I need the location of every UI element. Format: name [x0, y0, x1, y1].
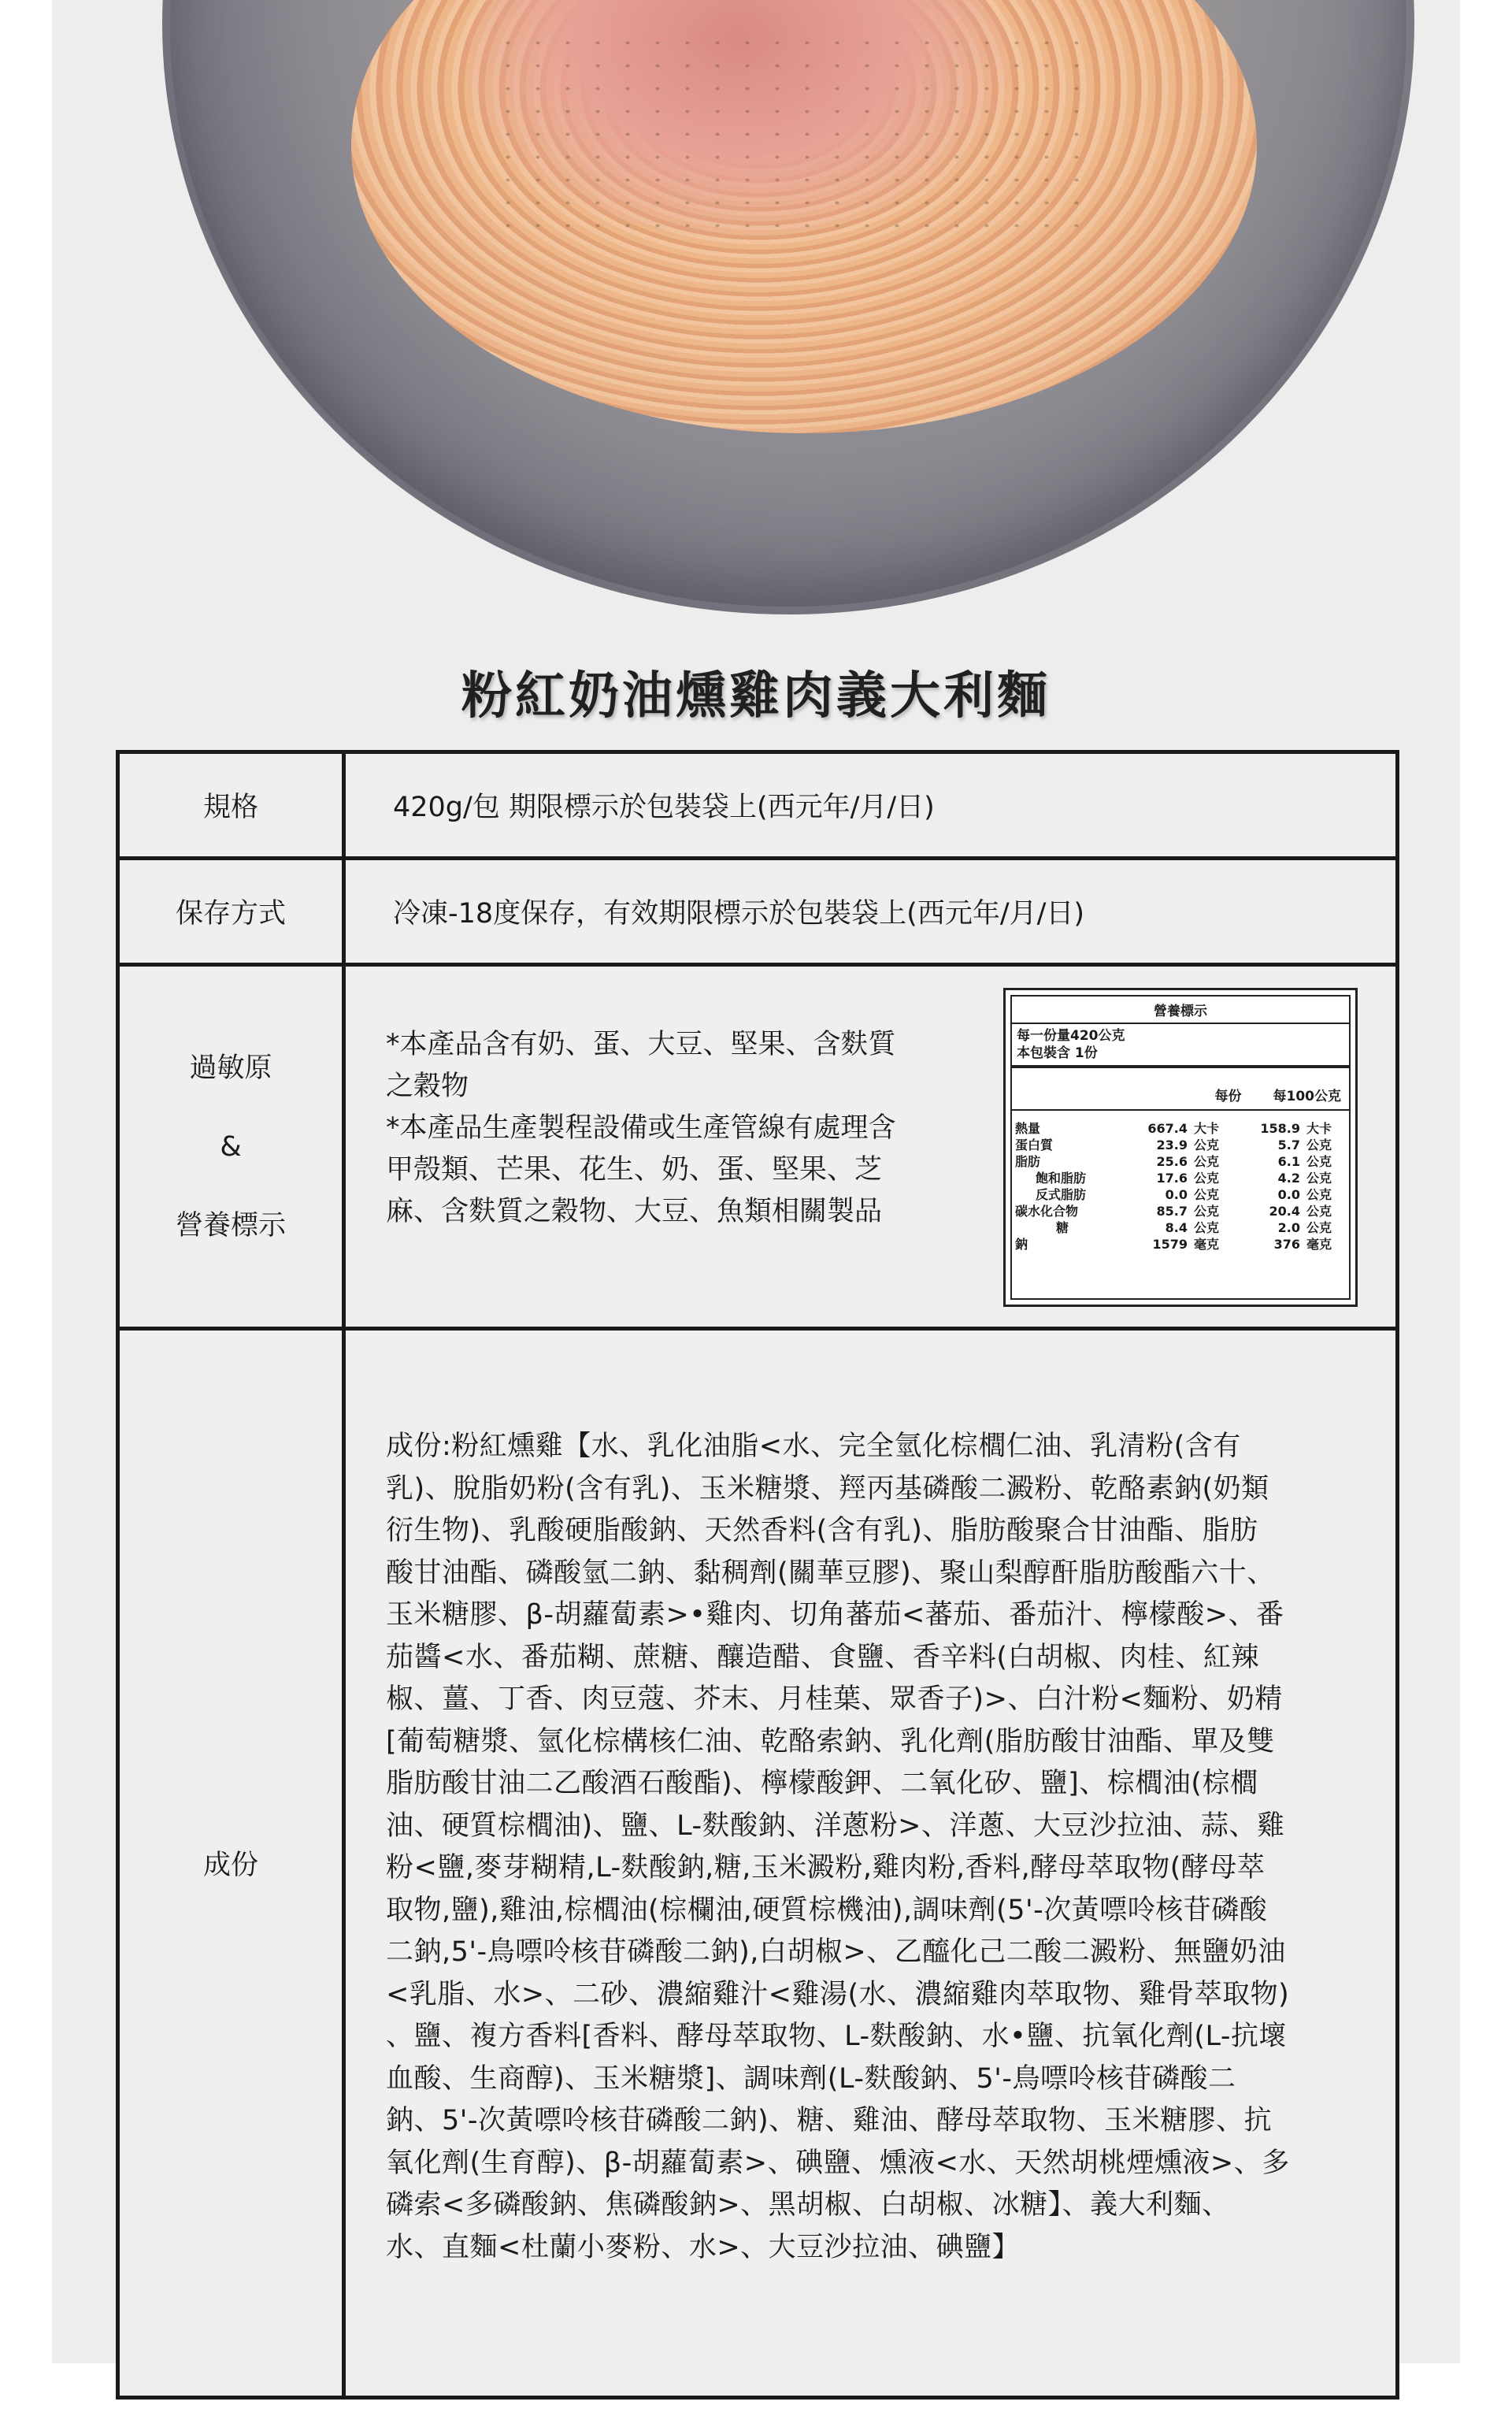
nutrition-u1: 公克: [1194, 1220, 1220, 1235]
ingredient-line: 、鹽、複方香料[香料、酵母萃取物、L-麩酸鈉、水•鹽、抗氧化劑(L-抗壞: [386, 2021, 1287, 2052]
nutrition-v2: 376: [1273, 1237, 1300, 1252]
nutrition-serving: 每一份量420公克 本包裝含 1份: [1012, 1024, 1349, 1068]
nutrition-u2: 公克: [1306, 1138, 1332, 1152]
ingredient-line: 二鈉,5'-鳥嘌呤核苷磷酸二鈉),白胡椒>、乙醯化己二酸二澱粉、無鹽奶油: [386, 1936, 1286, 1968]
ingredient-line: 衍生物)、乳酸硬脂酸鈉、天然香料(含有乳)、脂肪酸聚合甘油酯、脂肪: [386, 1515, 1258, 1546]
nutrition-v2: 4.2: [1277, 1171, 1300, 1186]
nutrition-u2: 公克: [1306, 1204, 1332, 1219]
ingredient-line: 取物,鹽),雞油,棕櫚油(棕欄油,硬質棕機油),調味劑(5'-次黃嘌呤核苷磷酸: [386, 1894, 1268, 1926]
nutrition-v2: 2.0: [1277, 1220, 1300, 1235]
product-photo: [52, 0, 1460, 630]
nutrition-u1: 公克: [1194, 1154, 1220, 1169]
ingredient-line: [葡萄糖漿、氫化棕構核仁油、乾酪索鈉、乳化劑(脂肪酸甘油酯、單及雙: [386, 1725, 1275, 1757]
ingredient-line: 血酸、生商醇)、玉米糖漿]、調味劑(L-麩酸鈉、5'-鳥嘌呤核苷磷酸二: [386, 2062, 1236, 2095]
nutrition-v1: 17.6: [1156, 1171, 1188, 1186]
nutrition-row: [1012, 1170, 1349, 1186]
nutrition-v1: 23.9: [1156, 1138, 1188, 1152]
ingredient-line: 氧化劑(生育醇)、β-胡蘿蔔素>、碘鹽、燻液<水、天然胡桃煙燻液>、多: [386, 2147, 1290, 2179]
nutrition-row: [1012, 1120, 1349, 1137]
nutrition-row: [1012, 1203, 1349, 1219]
ingredient-line: 酸甘油酯、磷酸氫二鈉、黏稠劑(關華豆膠)、聚山梨醇酐脂肪酸酯六十、: [386, 1557, 1275, 1589]
nutrition-v1: 85.7: [1156, 1204, 1188, 1219]
spec-row-storage: [118, 859, 1398, 965]
nutrition-v1: 1579: [1152, 1237, 1188, 1252]
nutrition-name: 熱量: [1015, 1121, 1041, 1136]
nutrition-v2: 6.1: [1277, 1154, 1300, 1169]
nutrition-u2: 大卡: [1306, 1121, 1332, 1136]
row-label: 規格: [118, 752, 344, 859]
row-value: 冷凍-18度保存，有效期限標示於包裝袋上(西元年/月/日): [344, 859, 1398, 965]
allergen-text: *本產品含有奶、蛋、大豆、堅果、含麩質 之穀物 *本產品生產製程設備或生產管線有處理含 甲殼類、芒果、花生、奶、蛋、堅果、芝 麻、含麩質之穀物、大豆、魚類相關製品: [386, 1029, 896, 1227]
nutrition-header: 每份 每100公克: [1012, 1068, 1349, 1111]
nutrition-row: [1012, 1219, 1349, 1236]
ingredient-line: 乳)、脫脂奶粉(含有乳)、玉米糖漿、羥丙基磷酸二澱粉、乾酪素鈉(奶類: [386, 1472, 1269, 1505]
nutrition-v1: 8.4: [1165, 1220, 1188, 1235]
nutrition-u1: 公克: [1194, 1187, 1220, 1202]
row-label: 成份: [118, 1329, 344, 2398]
product-title: 粉紅奶油燻雞肉義大利麵: [461, 667, 1051, 726]
nutrition-u2: 公克: [1306, 1220, 1332, 1235]
nutrition-table: [1012, 1120, 1349, 1253]
nutrition-row: [1012, 1236, 1349, 1253]
nutrition-name: 脂肪: [1015, 1154, 1041, 1169]
nutrition-label: [1003, 988, 1358, 1307]
nutrition-u1: 大卡: [1194, 1121, 1220, 1136]
nutrition-name: 糖: [1056, 1220, 1069, 1235]
ingredient-line: 油、硬質棕櫚油)、鹽、L-麩酸鈉、洋蔥粉>、洋蔥、大豆沙拉油、蒜、雞: [386, 1809, 1285, 1842]
nutrition-name: 飽和脂肪: [1036, 1171, 1087, 1186]
nutrition-v2: 0.0: [1277, 1187, 1300, 1202]
nutrition-v1: 0.0: [1165, 1187, 1188, 1202]
nutrition-u1: 公克: [1194, 1171, 1220, 1186]
nutrition-u2: 公克: [1306, 1171, 1332, 1186]
ingredient-line: 粉<鹽,麥芽糊精,L-麩酸鈉,糖,玉米澱粉,雞肉粉,香料,酵母萃取物(酵母萃: [386, 1852, 1266, 1884]
row-label: 保存方式: [118, 859, 344, 965]
nutrition-row: [1012, 1186, 1349, 1203]
nutrition-name: 碳水化合物: [1015, 1204, 1079, 1219]
nutrition-u1: 公克: [1194, 1204, 1220, 1219]
nutrition-u2: 公克: [1306, 1187, 1332, 1202]
ingredient-line: 成份:粉紅燻雞【水、乳化油脂<水、完全氫化棕櫚仁油、乳清粉(含有: [386, 1431, 1241, 1462]
row-value: 420g/包 期限標示於包裝袋上(西元年/月/日): [344, 752, 1398, 859]
row-label: 過敏原 & 營養標示: [118, 965, 344, 1329]
nutrition-u2: 公克: [1306, 1154, 1332, 1169]
ingredient-line: 椒、薑、丁香、肉豆蔻、芥末、月桂葉、眾香子)>、白汁粉<麵粉、奶精: [386, 1683, 1283, 1715]
nutrition-u1: 毫克: [1194, 1237, 1220, 1252]
ingredient-line: <乳脂、水>、二砂、濃縮雞汁<雞湯(水、濃縮雞肉萃取物、雞骨萃取物): [386, 1978, 1290, 2010]
ingredient-line: 脂肪酸甘油二乙酸酒石酸酯)、檸檬酸鉀、二氧化矽、鹽]、棕櫚油(棕櫚: [386, 1768, 1258, 1799]
spec-row-size: [118, 752, 1398, 859]
nutrition-row: [1012, 1137, 1349, 1153]
nutrition-u2: 毫克: [1306, 1237, 1332, 1252]
ingredient-line: 茄醬<水、番茄糊、蔗糖、釀造醋、食鹽、香辛料(白胡椒、肉桂、紅辣: [386, 1641, 1259, 1673]
ingredient-line: 玉米糖膠、β-胡蘿蔔素>•雞肉、切角蕃茄<蕃茄、番茄汁、檸檬酸>、番: [386, 1599, 1284, 1631]
nutrition-name: 鈉: [1015, 1237, 1028, 1252]
nutrition-row: [1012, 1153, 1349, 1170]
nutrition-title: 營養標示: [1012, 997, 1349, 1024]
nutrition-v2: 158.9: [1260, 1121, 1300, 1136]
nutrition-name: 蛋白質: [1015, 1138, 1054, 1152]
nutrition-v2: 20.4: [1269, 1204, 1300, 1219]
nutrition-v2: 5.7: [1277, 1138, 1300, 1152]
ingredient-line: 鈉、5'-次黃嘌呤核苷磷酸二鈉)、糖、雞油、酵母萃取物、玉米糖膠、抗: [386, 2105, 1273, 2136]
ingredient-line: 水、直麵<杜蘭小麥粉、水>、大豆沙拉油、碘鹽】: [386, 2231, 1021, 2263]
ingredient-line: 磷索<多磷酸鈉、焦磷酸鈉>、黑胡椒、白胡椒、冰糖】、義大利麵、: [386, 2189, 1230, 2221]
ingredients-text: [386, 1426, 1354, 2269]
nutrition-u1: 公克: [1194, 1138, 1220, 1152]
nutrition-v1: 667.4: [1147, 1121, 1188, 1136]
nutrition-v1: 25.6: [1156, 1154, 1188, 1169]
nutrition-name: 反式脂肪: [1036, 1187, 1087, 1202]
